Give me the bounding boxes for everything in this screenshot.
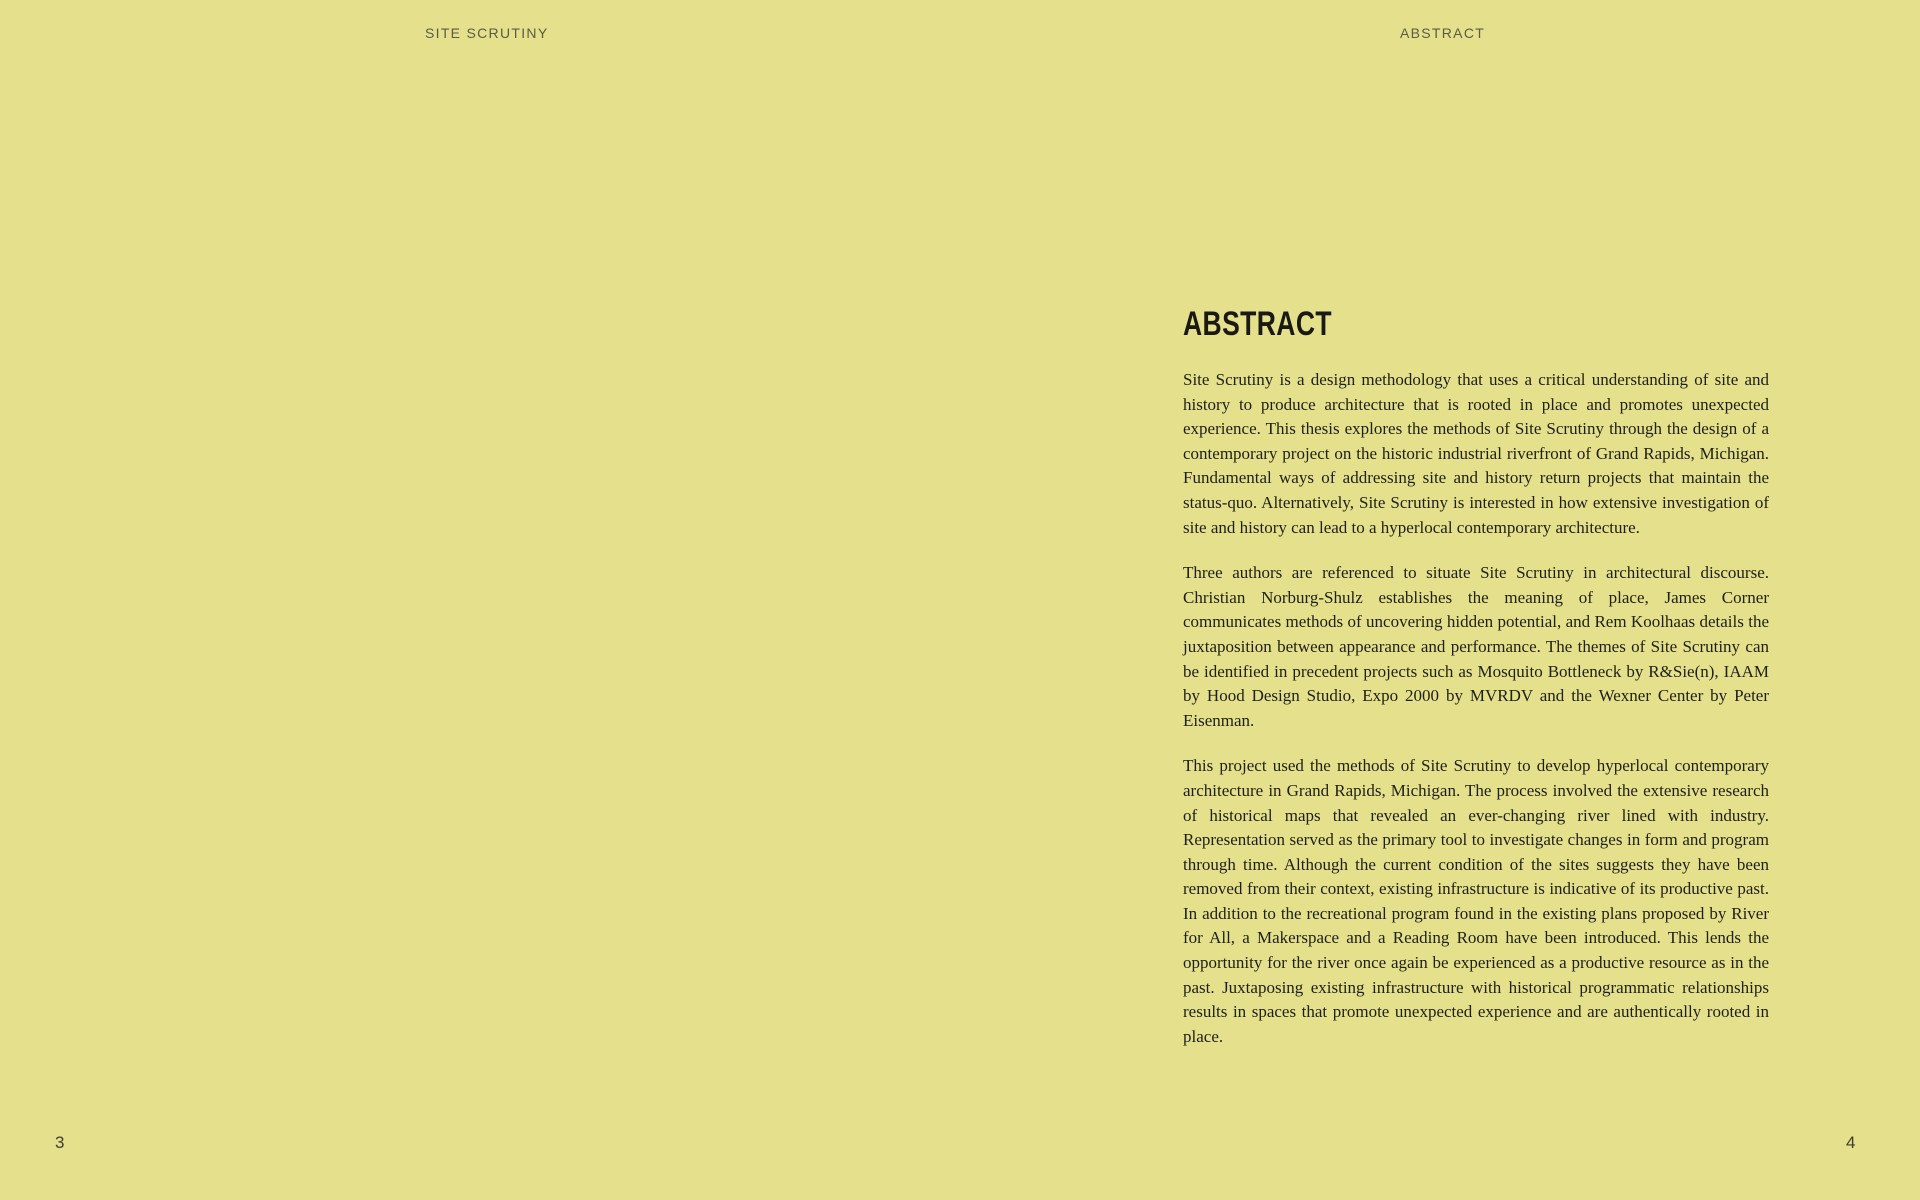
- page-number-left: 3: [55, 1133, 65, 1152]
- section-title: ABSTRACT: [1183, 305, 1332, 343]
- abstract-section: [1183, 306, 1769, 1049]
- abstract-paragraph-2: Three authors are referenced to situate Site Scrutiny in architectural discourse. Christian Norburg-Shulz establishes the meaning of place, James Corner communicates methods of uncovering hidden potential, and Rem Koolhaas details the juxtaposition between appearance and performance. The themes of Site Scrutiny can be identified in precedent projects such as Mosquito Bottleneck by R&Sie(n), IAAM by Hood Design Studio, Expo 2000 by MVRDV and the Wexner Center by Peter Eisenman.: [1183, 563, 1769, 730]
- abstract-paragraph-1: Site Scrutiny is a design methodology that uses a critical understanding of site and history to produce architecture that is rooted in place and promotes unexpected experience. This thesis explores the methods of Site Scrutiny through the design of a contemporary project on the historic industrial riverfront of Grand Rapids, Michigan. Fundamental ways of addressing site and history return projects that maintain the status-quo. Alternatively, Site Scrutiny is interested in how extensive investigation of site and history can lead to a hyperlocal contemporary architecture.: [1183, 370, 1769, 537]
- abstract-paragraph-3: This project used the methods of Site Scrutiny to develop hyperlocal contemporary architecture in Grand Rapids, Michigan. The process involved the extensive research of historical maps that revealed an ever-changing river lined with industry. Representation served as the primary tool to investigate changes in form and program through time. Although the current condition of the sites suggests they have been removed from their context, existing infrastructure is indicative of its productive past. In addition to the recreational program found in the existing plans proposed by River for All, a Makerspace and a Reading Room have been introduced. This lends the opportunity for the river once again be experienced as a productive resource as in the past. Juxtaposing existing infrastructure with historical programmatic relationships results in spaces that promote unexpected experience and are authentically rooted in place.: [1183, 756, 1769, 1046]
- running-header-right: ABSTRACT: [1400, 25, 1486, 41]
- running-header-left: SITE SCRUTINY: [425, 25, 549, 41]
- page-number-right: 4: [1846, 1133, 1856, 1152]
